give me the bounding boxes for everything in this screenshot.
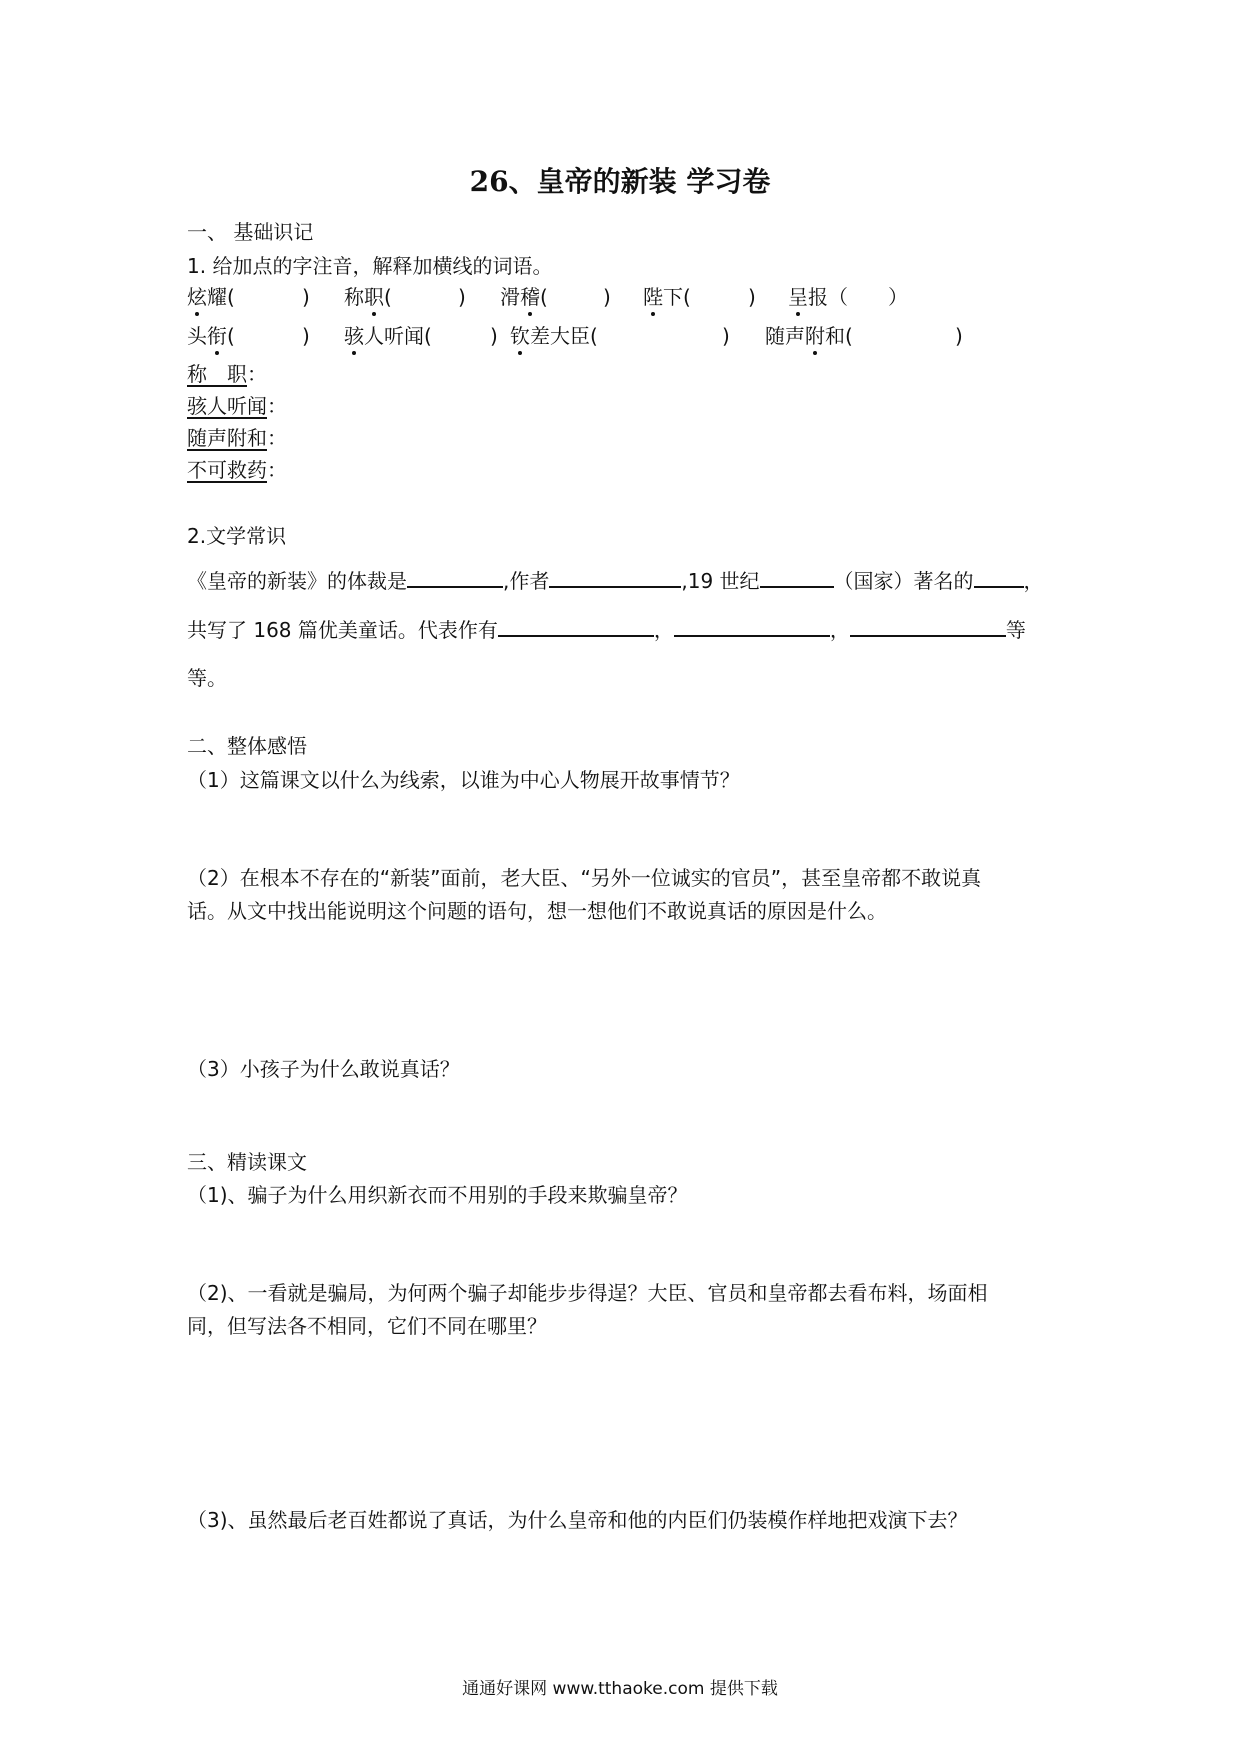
question-3-2-line-1: （2)、一看就是骗局，为何两个骗子却能步步得逞？大臣、官员和皇帝都去看布料，场面相 <box>187 1281 988 1305</box>
vocab-item-2: 骇人听闻： <box>187 394 287 418</box>
word-item-9: 随声附和( <box>765 324 853 348</box>
word-item-5: 呈报（ <box>788 285 848 309</box>
word-item-6-close: ) <box>302 324 310 348</box>
word-item-8-close: ) <box>722 324 730 348</box>
question-3-3: （3)、虽然最后老百姓都说了真话，为什么皇帝和他的内臣们仍装模作样地把戏演下去？ <box>187 1508 968 1532</box>
question-1-1: 1. 给加点的字注音，解释加横线的词语。 <box>187 254 553 278</box>
lit-line-1: 《皇帝的新装》的体裁是 ,作者 ,19 世纪 （国家）著名的 ， <box>187 566 1044 595</box>
word-item-7-close: ) <box>490 324 498 348</box>
word-item-3-close: ) <box>603 285 611 309</box>
word-item-2-close: ) <box>458 285 466 309</box>
question-2-2-line-1: （2）在根本不存在的“新装”面前，老大臣、“另外一位诚实的官员”，甚至皇帝都不敢说真 <box>187 866 982 890</box>
section-2-heading: 二、整体感悟 <box>187 734 307 758</box>
section-1-heading: 一、 基础识记 <box>187 220 314 244</box>
vocab-item-3: 随声附和： <box>187 426 287 450</box>
section-3-heading: 三、精读课文 <box>187 1150 307 1174</box>
word-item-7: 骇人听闻( <box>344 324 432 348</box>
word-item-9-close: ) <box>955 324 963 348</box>
lit-line-3: 等。 <box>187 666 227 690</box>
question-3-2-line-2: 同，但写法各不相同，它们不同在哪里？ <box>187 1314 547 1338</box>
word-item-8: 钦差大臣( <box>510 324 598 348</box>
footer-credit: 通通好课网 www.tthaoke.com 提供下载 <box>462 1679 778 1699</box>
question-3-1: （1)、骗子为什么用织新衣而不用别的手段来欺骗皇帝？ <box>187 1183 688 1207</box>
vocab-item-4: 不可救药： <box>187 458 287 482</box>
question-1-2: 2.文学常识 <box>187 524 287 548</box>
word-item-2: 称职( <box>344 285 392 309</box>
word-item-6: 头衔( <box>187 324 235 348</box>
word-item-5-close: ） <box>888 285 908 309</box>
word-item-3: 滑稽( <box>500 285 548 309</box>
word-item-4-close: ) <box>748 285 756 309</box>
vocab-item-1: 称 职： <box>187 362 267 386</box>
word-item-1: 炫耀( <box>187 285 235 309</box>
question-2-2-line-2: 话。从文中找出能说明这个问题的语句，想一想他们不敢说真话的原因是什么。 <box>187 899 887 923</box>
question-2-1: （1）这篇课文以什么为线索，以谁为中心人物展开故事情节？ <box>187 768 740 792</box>
word-item-1-close: ) <box>302 285 310 309</box>
word-item-4: 陛下( <box>643 285 691 309</box>
page-title: 26、皇帝的新装 学习卷 <box>469 165 771 198</box>
question-2-3: （3）小孩子为什么敢说真话？ <box>187 1057 460 1081</box>
lit-line-2: 共写了 168 篇优美童话。代表作有 ， ， 等 <box>187 615 1026 644</box>
